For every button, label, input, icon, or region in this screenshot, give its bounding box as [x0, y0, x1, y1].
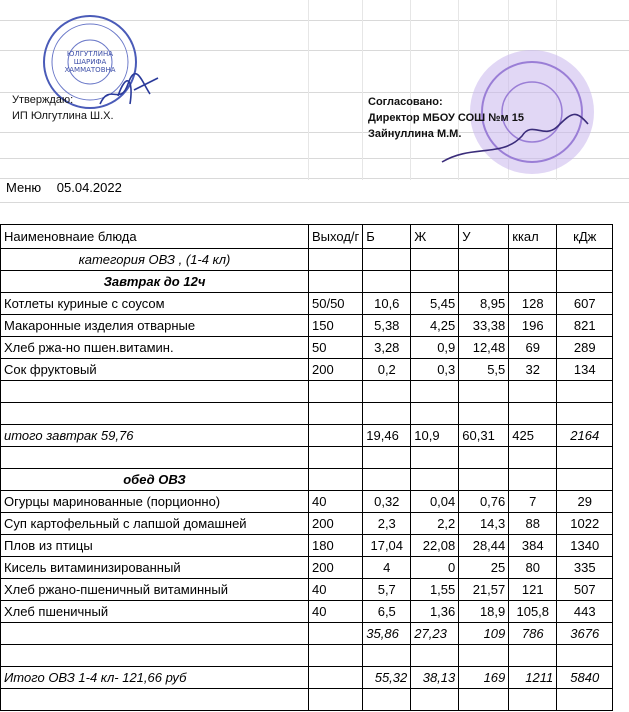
- table-cell: Выход/г: [309, 225, 363, 249]
- table-cell: обед ОВЗ: [1, 469, 309, 491]
- table-cell: [309, 425, 363, 447]
- total-row: [1, 623, 613, 645]
- table-cell: 10,6: [363, 293, 411, 315]
- table-cell: 128: [509, 293, 557, 315]
- table-cell: [309, 381, 363, 403]
- table-cell: 3,28: [363, 337, 411, 359]
- dish-row: [1, 293, 613, 315]
- table-cell: [363, 381, 411, 403]
- menu-date: 05.04.2022: [56, 180, 122, 195]
- table-cell: [459, 689, 509, 711]
- category-row: [1, 249, 613, 271]
- table-cell: 27,23: [411, 623, 459, 645]
- table-cell: [363, 469, 411, 491]
- table-cell: 22,08: [411, 535, 459, 557]
- gridline: [0, 202, 629, 203]
- table-cell: 0,32: [363, 491, 411, 513]
- dish-row: [1, 491, 613, 513]
- table-cell: Котлеты куриные с соусом: [1, 293, 309, 315]
- table-cell: 1022: [557, 513, 613, 535]
- table-cell: [557, 689, 613, 711]
- table-cell: [363, 645, 411, 667]
- table-cell: [363, 689, 411, 711]
- table-cell: [363, 447, 411, 469]
- table-cell: Б: [363, 225, 411, 249]
- approval-block: [12, 92, 114, 124]
- table-cell: [509, 689, 557, 711]
- table-cell: [509, 645, 557, 667]
- table-cell: [309, 403, 363, 425]
- menu-date-line: [6, 180, 134, 195]
- table-cell: 821: [557, 315, 613, 337]
- table-cell: [557, 645, 613, 667]
- table-cell: [309, 271, 363, 293]
- table-cell: итого завтрак 59,76: [1, 425, 309, 447]
- table-cell: 1211: [509, 667, 557, 689]
- table-cell: Хлеб ржа-но пшен.витамин.: [1, 337, 309, 359]
- table-cell: 180: [309, 535, 363, 557]
- table-cell: 786: [509, 623, 557, 645]
- table-cell: [411, 469, 459, 491]
- approve-title: Утверждаю:: [12, 94, 74, 106]
- table-cell: 33,38: [459, 315, 509, 337]
- table-cell: ккал: [509, 225, 557, 249]
- table-cell: [509, 381, 557, 403]
- svg-text:ШАРИФА: ШАРИФА: [73, 58, 107, 66]
- menu-table: [0, 224, 613, 711]
- table-cell: У: [459, 225, 509, 249]
- table-cell: [309, 645, 363, 667]
- table-cell: [411, 381, 459, 403]
- table-cell: [411, 447, 459, 469]
- table-cell: 50/50: [309, 293, 363, 315]
- table-cell: 1,36: [411, 601, 459, 623]
- table-cell: 200: [309, 513, 363, 535]
- table-cell: 32: [509, 359, 557, 381]
- dish-row: [1, 557, 613, 579]
- table-cell: 134: [557, 359, 613, 381]
- table-cell: 1,55: [411, 579, 459, 601]
- agree-position: Директор МБОУ СОШ №м 15: [368, 112, 524, 124]
- table-cell: 4: [363, 557, 411, 579]
- dish-row: [1, 359, 613, 381]
- table-cell: 105,8: [509, 601, 557, 623]
- table-cell: Плов из птицы: [1, 535, 309, 557]
- table-cell: [509, 447, 557, 469]
- dish-row: [1, 579, 613, 601]
- svg-text:ХАММАТОВНА: ХАММАТОВНА: [64, 66, 116, 74]
- table-cell: 607: [557, 293, 613, 315]
- table-cell: 40: [309, 491, 363, 513]
- empty-row: [1, 403, 613, 425]
- table-cell: 40: [309, 601, 363, 623]
- table-cell: 200: [309, 557, 363, 579]
- table-cell: [557, 249, 613, 271]
- table-cell: 289: [557, 337, 613, 359]
- table-cell: 19,46: [363, 425, 411, 447]
- table-cell: Макаронные изделия отварные: [1, 315, 309, 337]
- table-cell: [411, 403, 459, 425]
- section-title-row: [1, 271, 613, 293]
- table-cell: 1340: [557, 535, 613, 557]
- table-cell: 60,31: [459, 425, 509, 447]
- dish-row: [1, 337, 613, 359]
- table-cell: 335: [557, 557, 613, 579]
- table-cell: Суп картофельный с лапшой домашней: [1, 513, 309, 535]
- table-cell: [557, 469, 613, 491]
- table-cell: 0,2: [363, 359, 411, 381]
- table-cell: 443: [557, 601, 613, 623]
- table-cell: 50: [309, 337, 363, 359]
- table-cell: 8,95: [459, 293, 509, 315]
- table-cell: 5,38: [363, 315, 411, 337]
- table-cell: Итого ОВЗ 1-4 кл- 121,66 руб: [1, 667, 309, 689]
- table-cell: 25: [459, 557, 509, 579]
- table-cell: Хлеб пшеничный: [1, 601, 309, 623]
- table-cell: 5,5: [459, 359, 509, 381]
- table-cell: 2164: [557, 425, 613, 447]
- table-cell: 0,3: [411, 359, 459, 381]
- table-cell: [459, 645, 509, 667]
- table-cell: 21,57: [459, 579, 509, 601]
- table-cell: 425: [509, 425, 557, 447]
- table-cell: 507: [557, 579, 613, 601]
- table-cell: [509, 249, 557, 271]
- table-cell: 88: [509, 513, 557, 535]
- table-cell: [309, 447, 363, 469]
- dish-row: [1, 315, 613, 337]
- table-cell: 35,86: [363, 623, 411, 645]
- table-cell: 17,04: [363, 535, 411, 557]
- table-cell: Завтрак до 12ч: [1, 271, 309, 293]
- table-cell: [509, 403, 557, 425]
- table-cell: 69: [509, 337, 557, 359]
- dish-row: [1, 513, 613, 535]
- table-cell: [459, 381, 509, 403]
- table-cell: 196: [509, 315, 557, 337]
- table-cell: [309, 469, 363, 491]
- table-cell: 3676: [557, 623, 613, 645]
- table-cell: 6,5: [363, 601, 411, 623]
- empty-row: [1, 447, 613, 469]
- empty-row: [1, 689, 613, 711]
- table-cell: 28,44: [459, 535, 509, 557]
- table-cell: 0,76: [459, 491, 509, 513]
- table-cell: [509, 469, 557, 491]
- table-cell: [557, 447, 613, 469]
- table-cell: 5,7: [363, 579, 411, 601]
- table-cell: [557, 381, 613, 403]
- agree-name: Зайнуллина М.М.: [368, 128, 462, 140]
- table-cell: 0,9: [411, 337, 459, 359]
- table-cell: 169: [459, 667, 509, 689]
- table-cell: 5,45: [411, 293, 459, 315]
- table-cell: [557, 403, 613, 425]
- table-cell: 40: [309, 579, 363, 601]
- table-cell: [509, 271, 557, 293]
- table-cell: Кисель витаминизированный: [1, 557, 309, 579]
- table-cell: 29: [557, 491, 613, 513]
- table-cell: 2,2: [411, 513, 459, 535]
- table-cell: 2,3: [363, 513, 411, 535]
- header-row: [1, 225, 613, 249]
- table-cell: Наименовнаие блюда: [1, 225, 309, 249]
- total-row: [1, 425, 613, 447]
- agree-title: Согласовано:: [368, 96, 443, 108]
- table-cell: [309, 623, 363, 645]
- table-cell: [1, 447, 309, 469]
- grand-total-row: [1, 667, 613, 689]
- table-cell: кДж: [557, 225, 613, 249]
- table-cell: 10,9: [411, 425, 459, 447]
- table-cell: [411, 689, 459, 711]
- table-cell: [557, 271, 613, 293]
- svg-text:ЮЛГУТЛИНА: ЮЛГУТЛИНА: [66, 50, 114, 58]
- table-cell: [1, 645, 309, 667]
- menu-label: Меню: [6, 180, 42, 195]
- table-cell: [309, 249, 363, 271]
- table-cell: 14,3: [459, 513, 509, 535]
- table-cell: категория ОВЗ , (1-4 кл): [1, 249, 309, 271]
- table-cell: 4,25: [411, 315, 459, 337]
- section-title-row: [1, 469, 613, 491]
- table-cell: [459, 403, 509, 425]
- approve-name: ИП Юлгутлина Ш.Х.: [12, 110, 114, 122]
- table-cell: Сок фруктовый: [1, 359, 309, 381]
- table-cell: Хлеб ржано-пшеничный витаминный: [1, 579, 309, 601]
- table-cell: [459, 447, 509, 469]
- table-cell: 12,48: [459, 337, 509, 359]
- table-cell: 80: [509, 557, 557, 579]
- table-cell: 38,13: [411, 667, 459, 689]
- table-cell: [363, 271, 411, 293]
- table-cell: [363, 249, 411, 271]
- table-cell: 0,04: [411, 491, 459, 513]
- table-cell: 121: [509, 579, 557, 601]
- table-cell: [363, 403, 411, 425]
- table-cell: 384: [509, 535, 557, 557]
- table-cell: Ж: [411, 225, 459, 249]
- dish-row: [1, 601, 613, 623]
- table-cell: [411, 249, 459, 271]
- table-cell: 55,32: [363, 667, 411, 689]
- table-cell: 7: [509, 491, 557, 513]
- table-cell: [1, 689, 309, 711]
- dish-row: [1, 535, 613, 557]
- table-cell: [411, 645, 459, 667]
- table-cell: [411, 271, 459, 293]
- empty-row: [1, 645, 613, 667]
- table-cell: 0: [411, 557, 459, 579]
- agreement-block: [368, 94, 524, 142]
- table-cell: 200: [309, 359, 363, 381]
- table-cell: 150: [309, 315, 363, 337]
- table-cell: [459, 469, 509, 491]
- table-cell: 5840: [557, 667, 613, 689]
- table-cell: [459, 271, 509, 293]
- table-cell: 109: [459, 623, 509, 645]
- empty-row: [1, 381, 613, 403]
- table-cell: [459, 249, 509, 271]
- table-cell: Огурцы маринованные (порционно): [1, 491, 309, 513]
- table-cell: [309, 689, 363, 711]
- table-cell: [1, 403, 309, 425]
- table-cell: [309, 667, 363, 689]
- gridline: [308, 0, 309, 180]
- table-cell: [1, 381, 309, 403]
- table-cell: [1, 623, 309, 645]
- table-cell: 18,9: [459, 601, 509, 623]
